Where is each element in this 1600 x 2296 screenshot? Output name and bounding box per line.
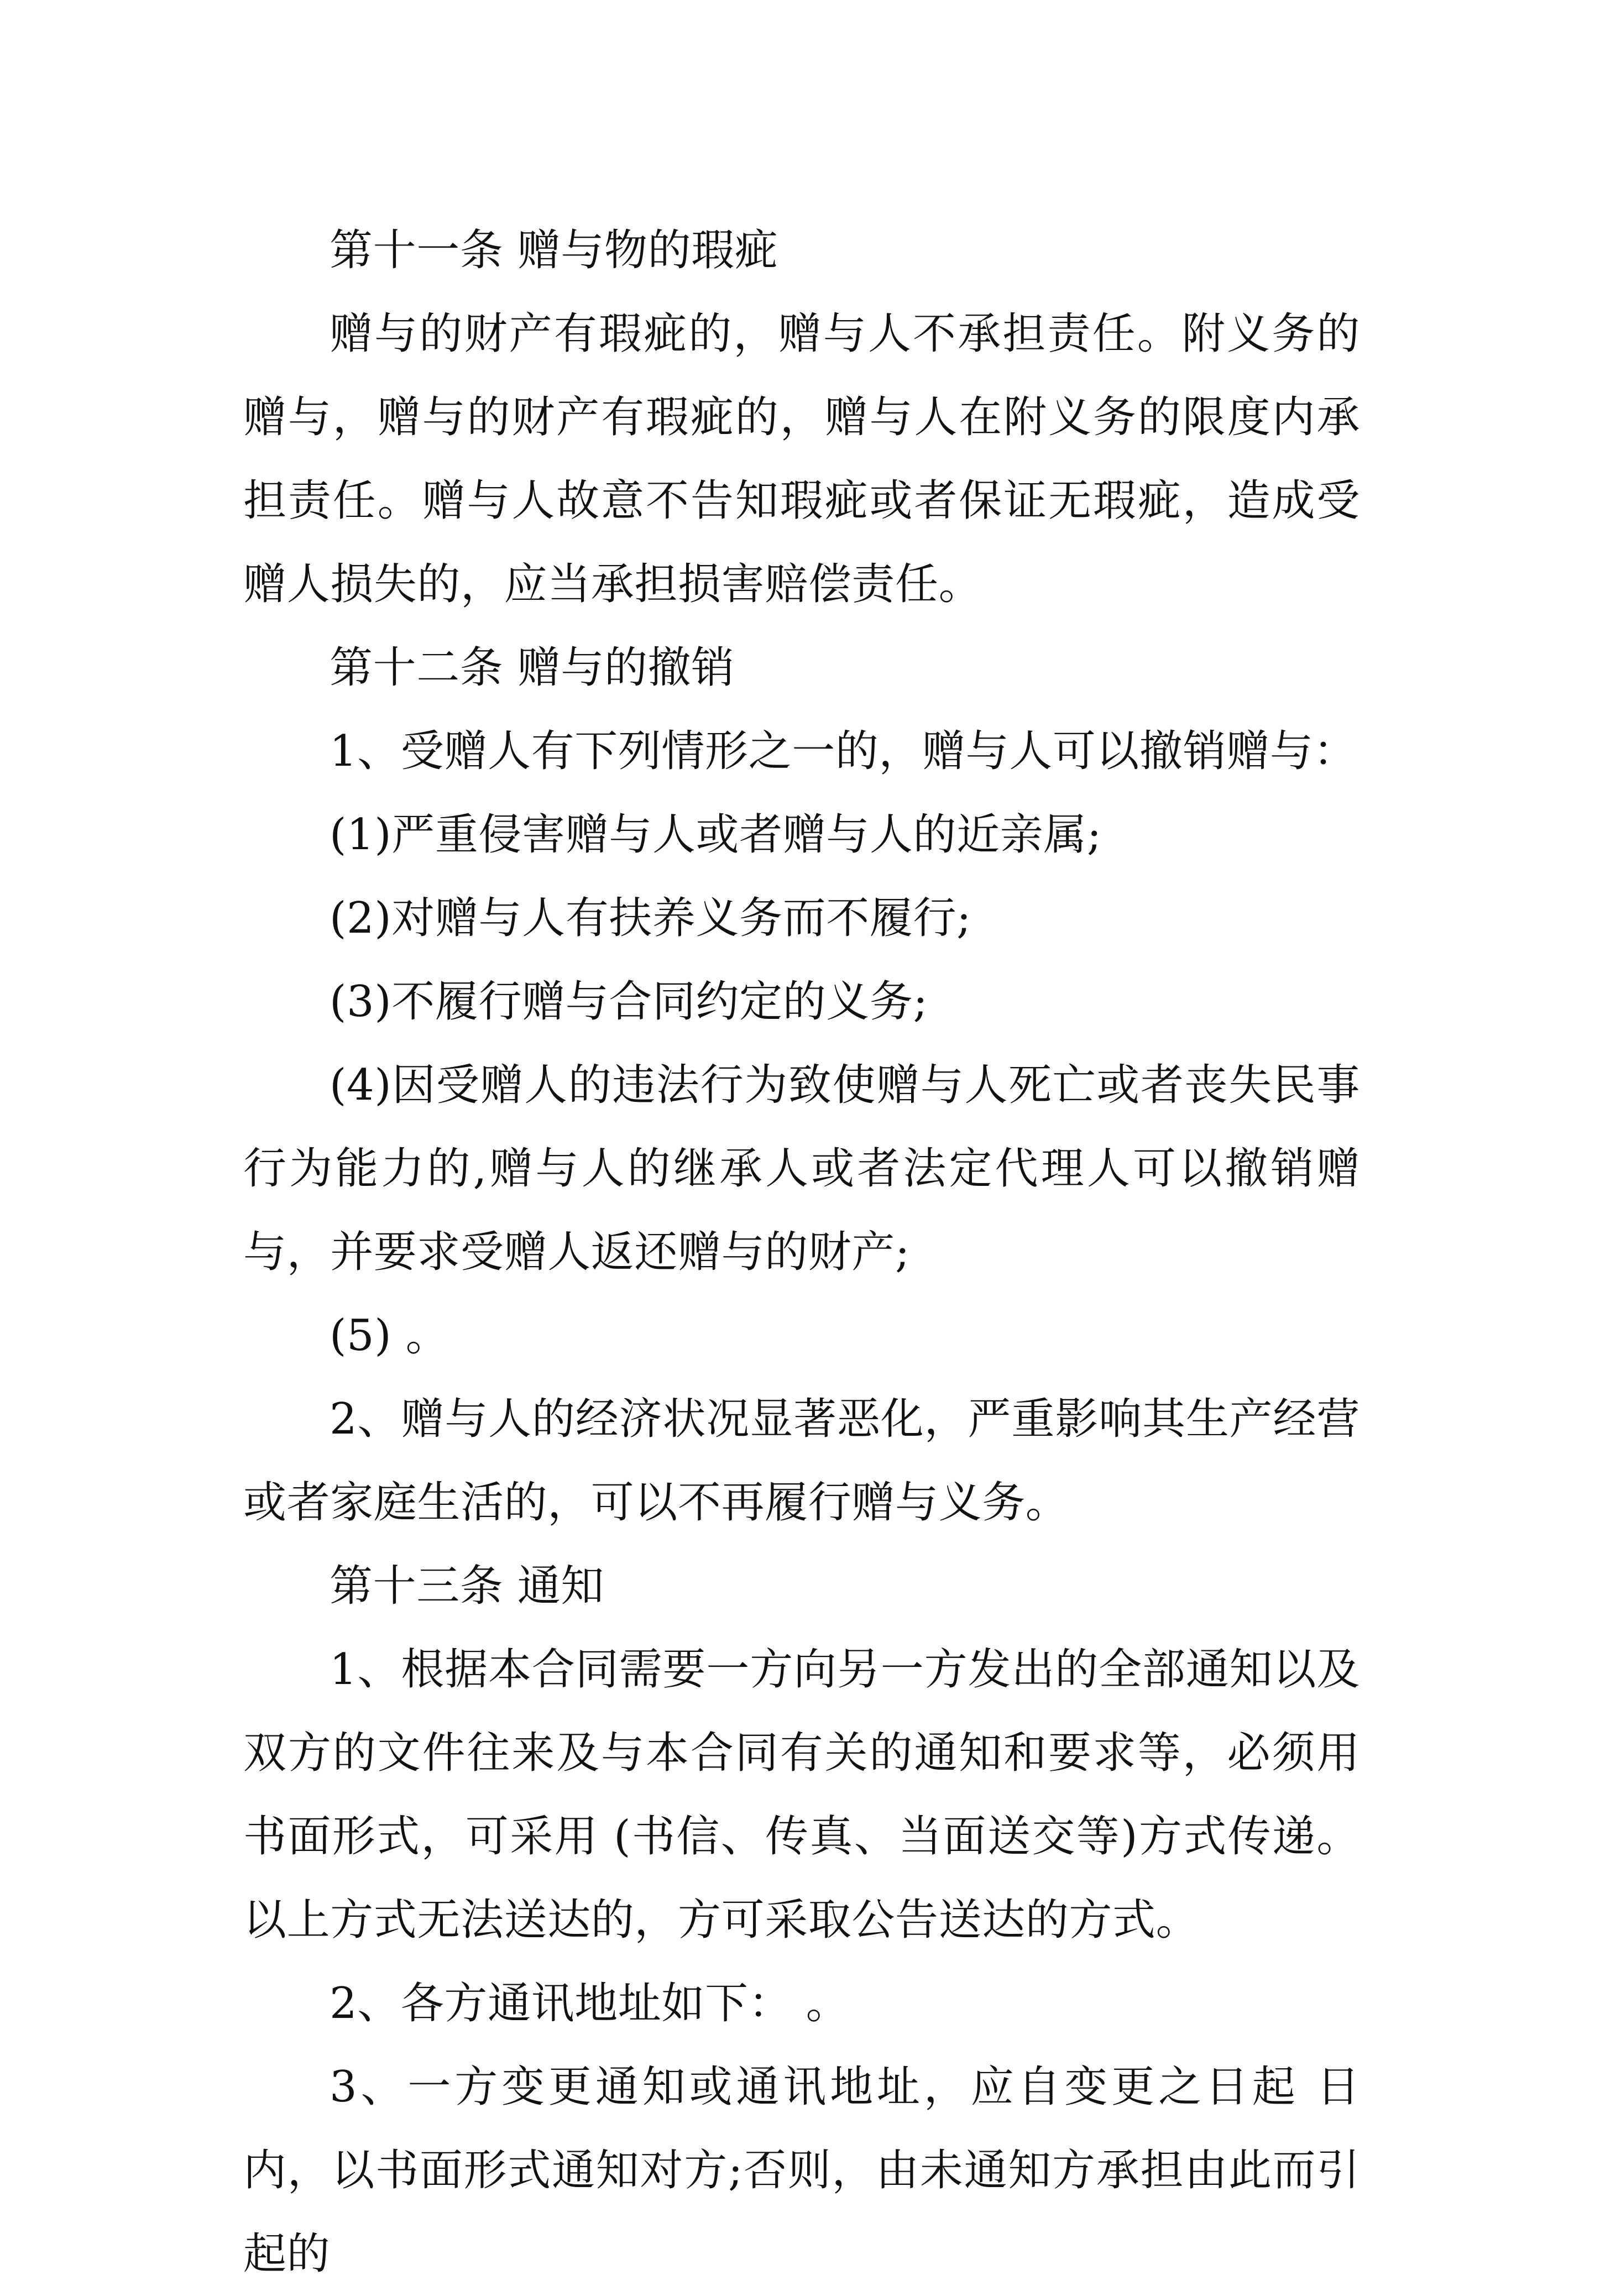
article-11-body: 赠与的财产有瑕疵的，赠与人不承担责任。附义务的赠与，赠与的财产有瑕疵的，赠与人在附义务的限度内承担责任。赠与人故意不告知瑕疵或者保证无瑕疵，造成受赠人损失的，应当承担损害赔偿责任。: [243, 309, 1360, 609]
article-12-item-5: (5) 。: [330, 1311, 449, 1361]
article-12-item-3: (3)不履行赠与合同约定的义务;: [330, 977, 928, 1027]
document-body: [243, 209, 1360, 2296]
article-12-item-2: (2)对赠与人有扶养义务而不履行;: [330, 893, 971, 943]
article-13-heading: 第十三条 通知: [330, 1561, 604, 1611]
article-12-clause-1: 1、受赠人有下列情形之一的，赠与人可以撤销赠与：: [330, 726, 1357, 776]
article-12-clause-2: 2、赠与人的经济状况显著恶化，严重影响其生产经营或者家庭生活的，可以不再履行赠与义务。: [243, 1394, 1360, 1528]
article-13-clause-3: 3、一方变更通知或通讯地址，应自变更之日起 日内，以书面形式通知对方;否则，由未通知方承担由此而引起的: [243, 2062, 1360, 2279]
article-11-heading: 第十一条 赠与物的瑕疵: [330, 226, 778, 275]
article-12-item-1: (1)严重侵害赠与人或者赠与人的近亲属;: [330, 810, 1102, 860]
article-13-clause-2: 2、各方通讯地址如下： 。: [330, 1979, 850, 2028]
article-12-item-4: (4)因受赠人的违法行为致使赠与人死亡或者丧失民事行为能力的,赠与人的继承人或者法定代理人可以撤销赠与，并要求受赠人返还赠与的财产;: [243, 1060, 1360, 1277]
article-13-clause-1: 1、根据本合同需要一方向另一方发出的全部通知以及双方的文件往来及与本合同有关的通知和要求等，必须用书面形式，可采用 (书信、传真、当面送交等)方式传递。以上方式无法送达的，方可采取公告送达的方式。: [243, 1645, 1360, 1945]
article-12-heading: 第十二条 赠与的撤销: [330, 643, 735, 693]
